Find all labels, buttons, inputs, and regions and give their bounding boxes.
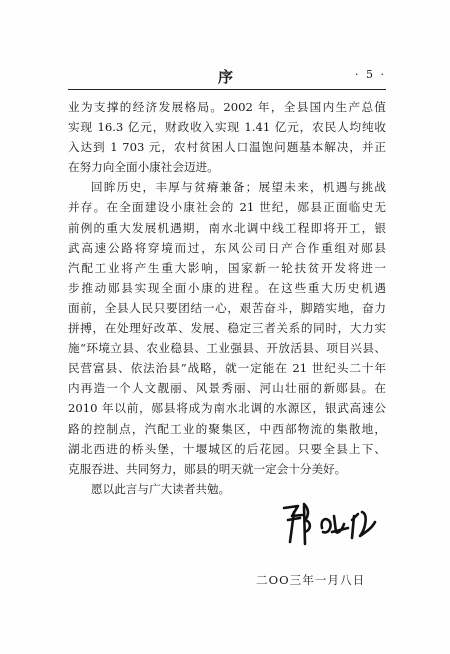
text-line: 拼搏，在处理好改革、发展、稳定三者关系的同时，大力实 (68, 321, 386, 336)
text-line: 并存。在全面建设小康社会的 21 世纪，郧县正面临史无 (68, 200, 386, 215)
text-line: 愿以此言与广大读者共勉。 (91, 481, 231, 496)
page-header (68, 60, 386, 90)
text-line: 业为支撑的经济发展格局。2002 年，全县国内生产总值 (68, 100, 386, 114)
text-line: 实现 16.3 亿元，财政收入实现 1.41 亿元，农民人均纯收 (68, 120, 386, 135)
text-line: 内再造一个人文靓丽、风景秀丽、河山壮丽的新郧县。在 (68, 381, 386, 396)
text-line: 面前，全县人民只要团结一心，艰苦奋斗，脚踏实地，奋力 (68, 300, 386, 315)
text-line: 在努力向全面小康社会迈进。 (68, 160, 219, 175)
body-text (68, 97, 386, 499)
text-line: 回眸历史，丰厚与贫瘠兼备；展望未来，机遇与挑战 (91, 180, 386, 195)
text-line: 湖北西进的桥头堡，十堰城区的后花园。只要全县上下、 (68, 441, 386, 456)
signature-image (278, 498, 378, 546)
section-title: 序 (218, 68, 235, 86)
date: 二OO三年一月八日 (256, 573, 366, 587)
text-line: 民营富县、依法治县”战略，就一定能在 21 世纪头二十年 (68, 361, 386, 376)
text-line: 施“环境立县、农业稳县、工业强县、开放活县、项目兴县、 (68, 341, 386, 356)
header-rule (68, 89, 386, 90)
text-line: 2010 年以前，郧县将成为南水北调的水源区，银武高速公 (68, 401, 386, 416)
text-line: 克服吞进、共同努力，郧县的明天就一定会十分美好。 (68, 461, 347, 476)
text-line: 武高速公路将穿境而过，东风公司日产合作重组对郧县 (68, 240, 386, 255)
text-line: 汽配工业将产生重大影响，国家新一轮扶贫开发将进一 (68, 260, 386, 275)
page-number: · 5 · (355, 68, 386, 81)
handwritten-signature-icon (278, 498, 378, 546)
text-line: 入达到 1 703 元，农村贫困人口温饱问题基本解决，并正 (68, 140, 386, 155)
text-line: 前例的重大发展机遇期，南水北调中线工程即将开工，银 (68, 220, 386, 235)
text-line: 路的控制点，汽配工业的聚集区，中西部物流的集散地， (68, 421, 386, 436)
text-line: 步推动郧县实现全面小康的进程。在这些重大历史机遇 (68, 280, 386, 295)
